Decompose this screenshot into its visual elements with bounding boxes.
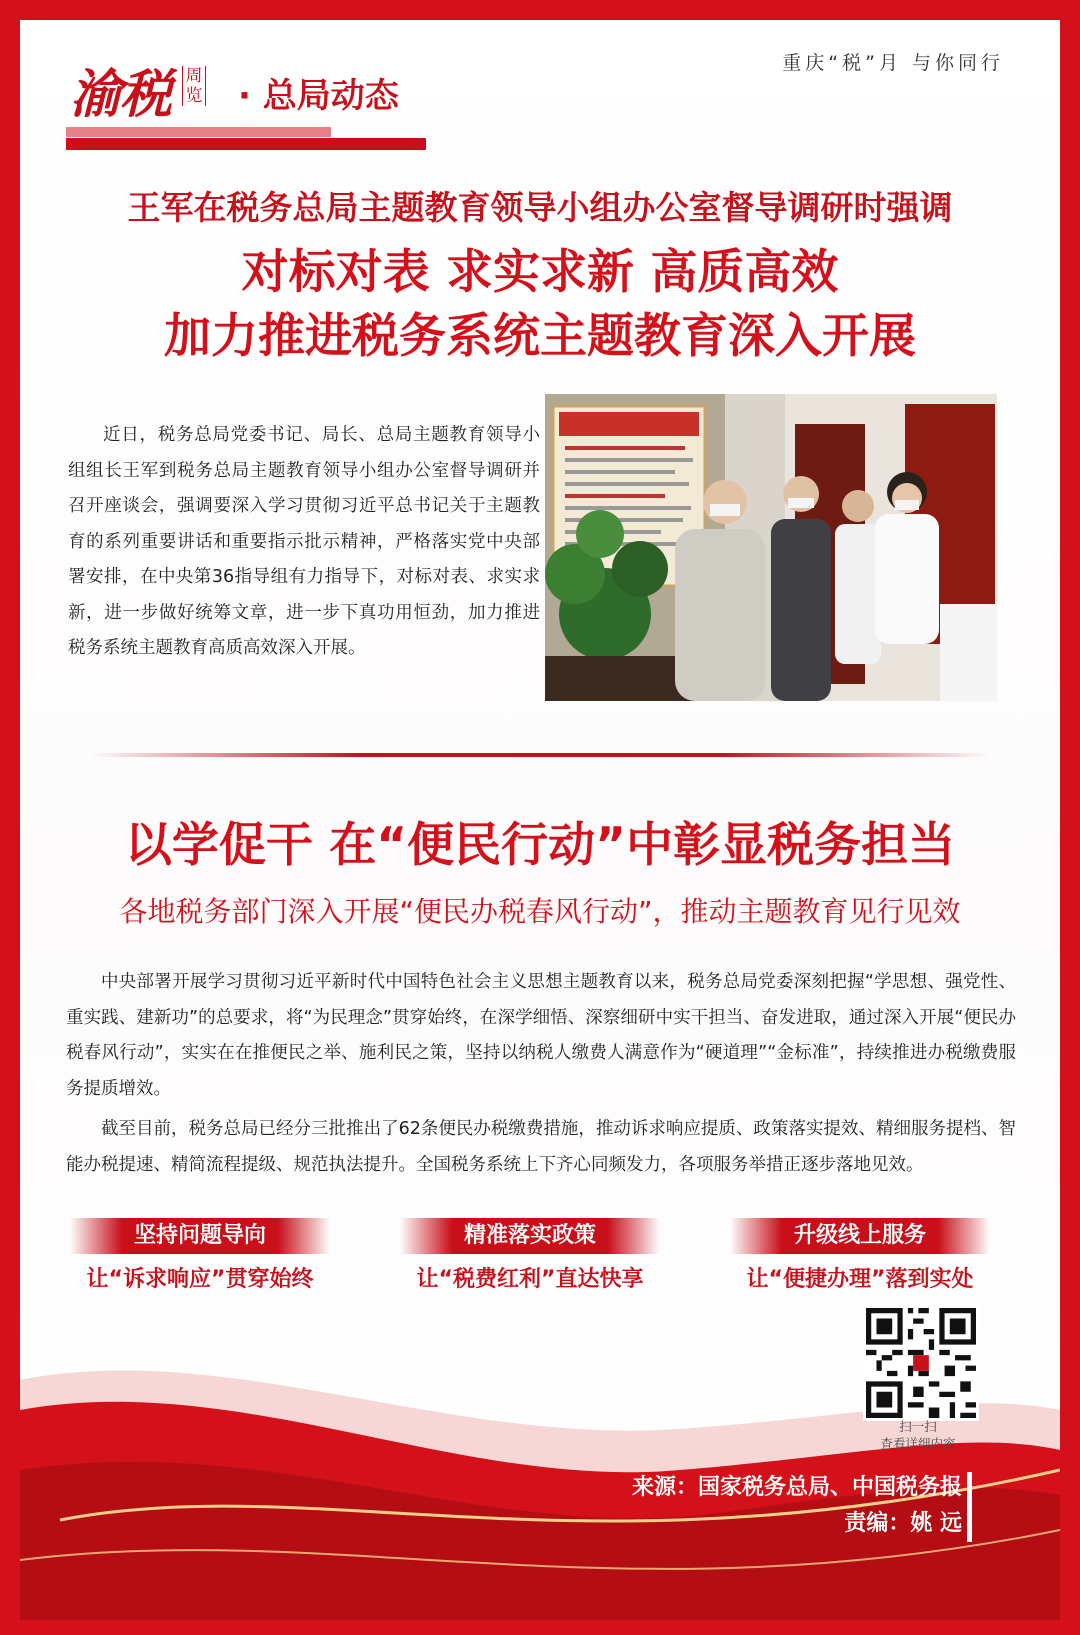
qr-caption-line1: 扫一扫 — [899, 1419, 937, 1434]
qr-code[interactable] — [863, 1305, 979, 1421]
qr-caption-line2: 查看详细内容 — [880, 1436, 956, 1451]
highlight-badge: 坚持问题导向 — [70, 1218, 330, 1254]
news-photo — [545, 394, 997, 701]
highlight-badge: 升级线上服务 — [730, 1218, 990, 1254]
highlight-badge: 精准落实政策 — [400, 1218, 660, 1254]
header-bar-red — [66, 138, 426, 150]
editor-line: 责编：姚 远 — [844, 1511, 962, 1536]
highlight-slogan: 让“便捷办理”落到实处 — [746, 1267, 974, 1292]
poster — [20, 20, 1060, 1620]
credits — [632, 1470, 962, 1542]
highlight-slogan: 让“税费红利”直达快享 — [416, 1267, 644, 1292]
article2-para2: 截至目前，税务总局已经分三批推出了62条便民办税缴费措施，推动诉求响应提质、政策落实提效、精细服务提档、智能办税提速、精简流程提级、规范执法提升。全国税务系统上下齐心同频发力，各项服务举措正逐步落地见效。 — [66, 1119, 1016, 1175]
article2-subtitle: 各地税务部门深入开展“便民办税春风行动”，推动主题教育见行见效 — [119, 895, 961, 928]
article1-body: 近日，税务总局党委书记、局长、总局主题教育领导小组组长王军到税务总局主题教育领导小组办公室督导调研并召开座谈会，强调要深入学习贯彻习近平总书记关于主题教育的系列重要讲话和重要指示批示精神，严格落实党中央部署安排，在中央第36指导组有力指导下，对标对表、求实求新，进一步做好统筹文章，进一步下真功用恒劲，加力推进税务系统主题教育高质高效深入开展。 — [68, 425, 540, 658]
brand-logo: 渝税 — [70, 64, 171, 125]
qr-caption — [848, 1418, 988, 1452]
brand-logo-sub: 周览 — [182, 66, 206, 106]
source-line: 来源：国家税务总局、中国税务报 — [631, 1475, 962, 1500]
article2-para1: 中央部署开展学习贯彻习近平新时代中国特色社会主义思想主题教育以来，税务总局党委深刻把握“学思想、强党性、重实践、建新功”的总要求，将“为民理念”贯穿始终，在深学细悟、深察细研中实干担当、奋发进取，通过深入开展“便民办税春风行动”，实实在在推便民之举、施利民之策，坚持以纳税人缴费人满意作为“硬道理”“金标准”，持续推进办税缴费服务提质增效。 — [66, 972, 1016, 1099]
article1-dek: 王军在税务总局主题教育领导小组办公室督导调研时强调 — [127, 188, 953, 227]
section-title: · 总局动态 — [238, 76, 399, 116]
credits-bar — [967, 1472, 972, 1542]
article1-title-line1: 对标对表 求实求新 高质高效 — [241, 245, 839, 300]
section-divider — [90, 753, 990, 757]
article2-title: 以学促干 在“便民行动”中彰显税务担当 — [124, 818, 956, 873]
header-slogan: 重庆“税”月 与你同行 — [782, 52, 1004, 74]
article1-title-line2: 加力推进税务系统主题教育深入开展 — [164, 309, 916, 364]
highlight-slogan: 让“诉求响应”贯穿始终 — [86, 1267, 314, 1292]
header-bar-pink — [66, 127, 331, 137]
